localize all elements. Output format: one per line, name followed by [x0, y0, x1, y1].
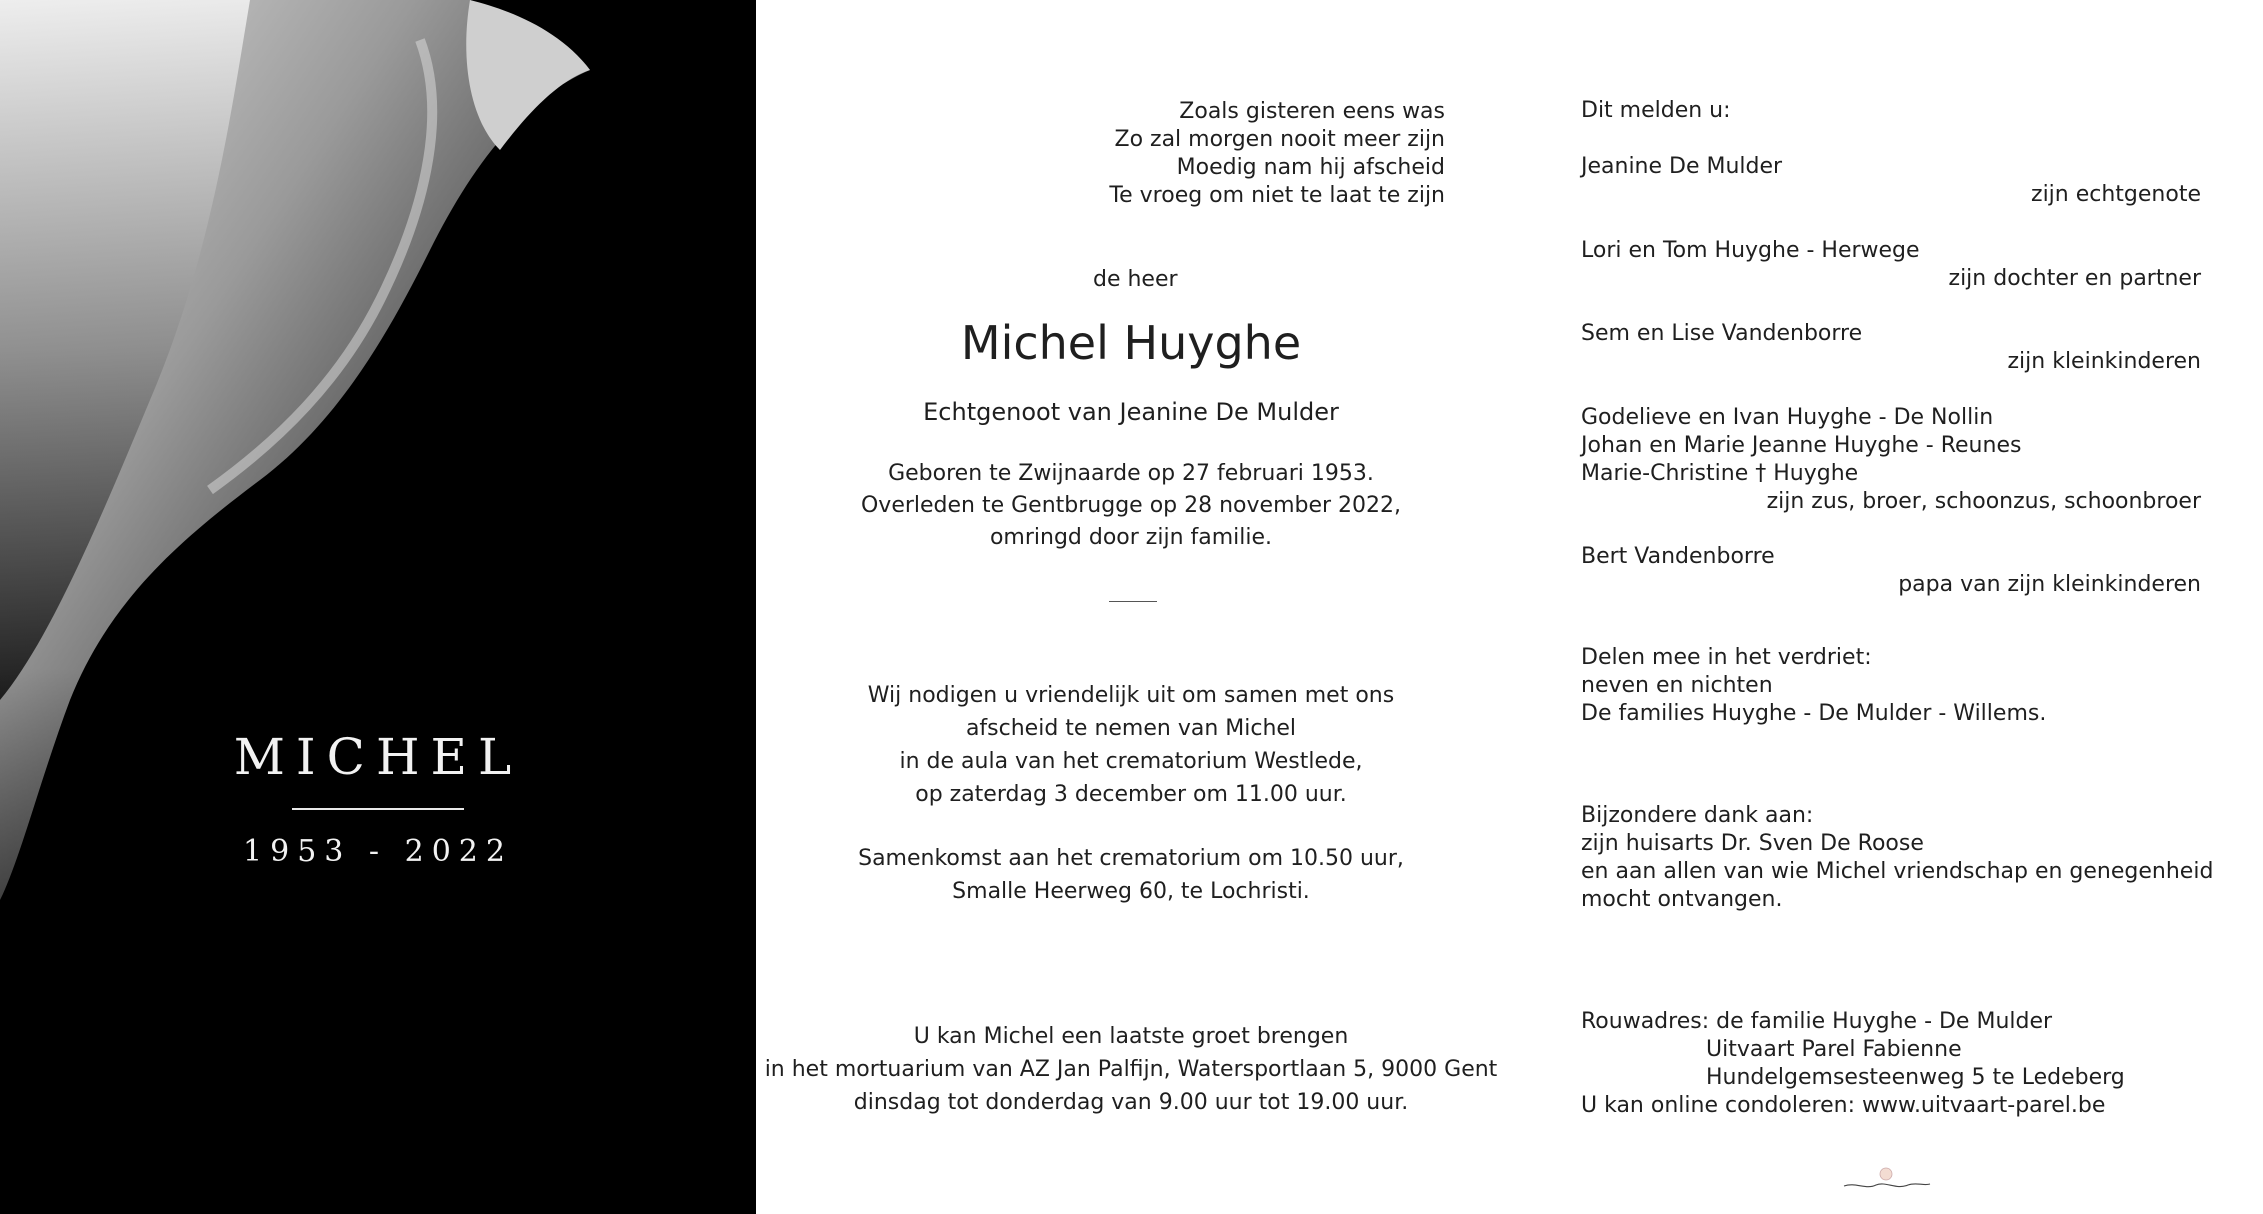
address-line: Hundelgemsesteenweg 5 te Ledeberg [1706, 1065, 2125, 1090]
rouwatelier-logo [1836, 1162, 1936, 1196]
condolence-line: U kan online condoleren: www.uitvaart-parel.be [1581, 1093, 2106, 1118]
honorific: de heer [1093, 267, 1178, 292]
family-name: Jeanine De Mulder [1581, 154, 1783, 179]
announce-heading: Dit melden u: [1581, 98, 1731, 123]
grief-line: neven en nichten [1581, 673, 1773, 698]
life-years: 1953 - 2022 [243, 834, 513, 869]
family-relation: papa van zijn kleinkinderen [1898, 572, 2201, 597]
visit-line: in het mortuarium van AZ Jan Palfijn, Watersportlaan 5, 9000 Gent [764, 1057, 1498, 1082]
calla-lily-image [0, 0, 756, 1214]
invitation-line: Wij nodigen u vriendelijk uit om samen met ons [867, 683, 1395, 708]
deceased-name: Michel Huyghe [960, 316, 1302, 370]
family-relation: zijn dochter en partner [1948, 266, 2201, 291]
invitation-line: op zaterdag 3 december om 11.00 uur. [915, 782, 1347, 807]
family-name: Marie-Christine † Huyghe [1581, 461, 1859, 486]
poem-line: Zoals gisteren eens was [1179, 99, 1445, 124]
family-name: Lori en Tom Huyghe - Herwege [1581, 238, 1920, 263]
visit-line: dinsdag tot donderdag van 9.00 uur tot 19.00 uur. [853, 1090, 1409, 1115]
thanks-line: en aan allen van wie Michel vriendschap en genegenheid [1581, 859, 2214, 884]
death-line: Overleden te Gentbrugge op 28 november 2022, [860, 493, 1402, 518]
spouse-line: Echtgenoot van Jeanine De Mulder [923, 398, 1339, 426]
meeting-line: Samenkomst aan het crematorium om 10.50 uur, [858, 846, 1404, 871]
poem-line: Te vroeg om niet te laat te zijn [1109, 183, 1445, 208]
first-name-caps: MICHEL [233, 728, 523, 786]
thanks-line: Bijzondere dank aan: [1581, 803, 1814, 828]
visit-line: U kan Michel een laatste groet brengen [913, 1024, 1349, 1049]
invitation-line: afscheid te nemen van Michel [965, 716, 1297, 741]
invitation-line: in de aula van het crematorium Westlede, [899, 749, 1363, 774]
family-name: Sem en Lise Vandenborre [1581, 321, 1863, 346]
poem-line: Zo zal morgen nooit meer zijn [1114, 127, 1445, 152]
section-divider [1109, 601, 1157, 602]
family-line: omringd door zijn familie. [989, 525, 1273, 550]
grief-line: De families Huyghe - De Mulder - Willems. [1581, 701, 2047, 726]
family-relation: zijn kleinkinderen [2007, 349, 2201, 374]
birth-line: Geboren te Zwijnaarde op 27 februari 1953. [888, 461, 1374, 486]
family-name: Godelieve en Ivan Huyghe - De Nollin [1581, 405, 1994, 430]
memorial-photo-panel [0, 0, 756, 1214]
family-relation: zijn zus, broer, schoonzus, schoonbroer [1766, 489, 2201, 514]
address-line: Uitvaart Parel Fabienne [1706, 1037, 1962, 1062]
family-name: Johan en Marie Jeanne Huyghe - Reunes [1581, 433, 2022, 458]
family-relation: zijn echtgenote [2031, 182, 2201, 207]
poem-line: Moedig nam hij afscheid [1176, 155, 1445, 180]
thanks-line: zijn huisarts Dr. Sven De Roose [1581, 831, 1924, 856]
grief-line: Delen mee in het verdriet: [1581, 645, 1872, 670]
meeting-line: Smalle Heerweg 60, te Lochristi. [952, 879, 1310, 904]
name-divider [292, 808, 464, 810]
address-line: Rouwadres: de familie Huyghe - De Mulder [1581, 1009, 2053, 1034]
family-name: Bert Vandenborre [1581, 544, 1775, 569]
thanks-line: mocht ontvangen. [1581, 887, 1783, 912]
